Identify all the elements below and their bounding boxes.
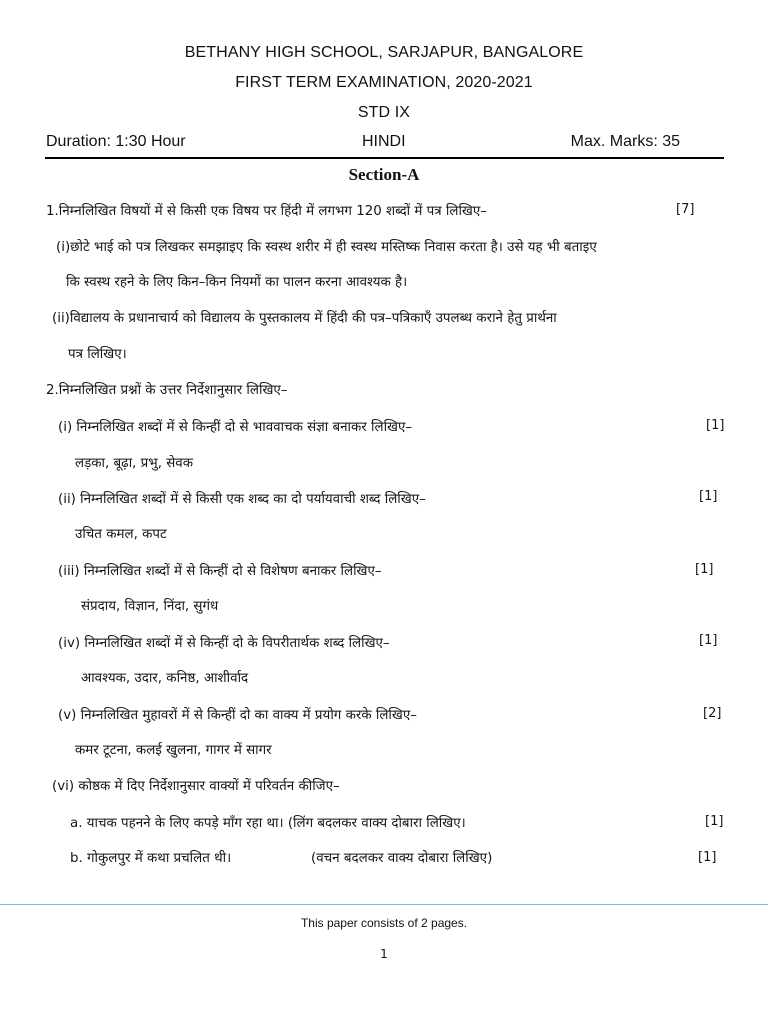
footer-divider: [0, 904, 768, 905]
page-number: 1: [380, 947, 388, 961]
q2-part-iv-words: आवश्यक, उदार, कनिष्ठ, आशीर्वाद: [81, 671, 249, 686]
q2-part-vi: (vi) कोष्ठक में दिए निर्देशानुसार वाक्यों में परिवर्तन कीजिए–: [52, 779, 340, 794]
q1-text: 1.निम्नलिखित विषयों में से किसी एक विषय पर हिंदी में लगभग 120 शब्दों में पत्र लिखिए–: [46, 204, 487, 219]
max-marks-label: Max. Marks: 35: [570, 133, 680, 150]
q2-part-vi-b-marks: [1]: [698, 850, 717, 865]
section-title: Section-A: [348, 165, 420, 184]
q2-part-ii: (ii) निम्नलिखित शब्दों में से किसी एक शब्द का दो पर्यायवाची शब्द लिखिए–: [58, 492, 426, 507]
q2-part-vi-a-marks: [1]: [705, 814, 724, 829]
q2-part-i-marks: [1]: [706, 418, 725, 433]
q2-part-v: (v) निम्नलिखित मुहावरों में से किन्हीं दो का वाक्य में प्रयोग करके लिखिए–: [58, 708, 417, 723]
q1-option-2-line-2: पत्र लिखिए।: [68, 347, 127, 362]
q2-part-i: (i) निम्नलिखित शब्दों में से किन्हीं दो से भाववाचक संज्ञा बनाकर लिखिए–: [58, 420, 413, 435]
standard-label: STD IX: [357, 104, 411, 121]
q2-part-ii-words: उचित कमल, कपट: [75, 527, 167, 542]
q1-option-1-line-1: (i)छोटे भाई को पत्र लिखकर समझाइए कि स्वस्थ शरीर में ही स्वस्थ मस्तिष्क निवास करता है। उसे यह भी बताइए: [56, 240, 597, 255]
header-divider: [45, 157, 724, 159]
q1-option-1-line-2: कि स्वस्थ रहने के लिए किन–किन नियमों का पालन करना आवश्यक है।: [66, 275, 408, 290]
q2-part-ii-marks: [1]: [699, 489, 718, 504]
duration-label: Duration: 1:30 Hour: [46, 133, 186, 150]
school-name: BETHANY HIGH SCHOOL, SARJAPUR, BANGALORE: [184, 44, 584, 61]
q2-text: 2.निम्नलिखित प्रश्नों के उत्तर निर्देशानुसार लिखिए–: [46, 383, 288, 398]
footer-note: This paper consists of 2 pages.: [300, 916, 468, 930]
q2-part-v-marks: [2]: [703, 706, 722, 721]
q1-marks: [7]: [676, 202, 695, 217]
q2-part-iii-words: संप्रदाय, विज्ञान, निंदा, सुगंध: [81, 599, 219, 614]
q1-option-2-line-1: (ii)विद्यालय के प्रधानाचार्य को विद्यालय के पुस्तकालय में हिंदी की पत्र–पत्रिकाएँ उपलब्ध कराने हेतु प्रार्थना: [52, 311, 557, 326]
q2-part-vi-a: a. याचक पहनने के लिए कपड़े माँग रहा था। (लिंग बदलकर वाक्य दोबारा लिखिए।: [70, 816, 466, 831]
q2-part-v-words: कमर टूटना, कलई खुलना, गागर में सागर: [75, 743, 272, 758]
exam-title: FIRST TERM EXAMINATION, 2020-2021: [235, 74, 533, 91]
q2-part-i-words: लड़का, बूढ़ा, प्रभु, सेवक: [75, 456, 194, 471]
q2-part-vi-b: b. गोकुलपुर में कथा प्रचलित थी।: [70, 851, 232, 866]
q2-part-iii: (iii) निम्नलिखित शब्दों में से किन्हीं दो से विशेषण बनाकर लिखिए–: [58, 564, 382, 579]
exam-meta-row: [46, 133, 724, 155]
q2-part-vi-b-instruction: (वचन बदलकर वाक्य दोबारा लिखिए): [311, 851, 493, 866]
q2-part-iv-marks: [1]: [699, 633, 718, 648]
subject-label: HINDI: [362, 133, 406, 150]
q2-part-iv: (iv) निम्नलिखित शब्दों में से किन्हीं दो के विपरीतार्थक शब्द लिखिए–: [58, 636, 390, 651]
q2-part-iii-marks: [1]: [695, 562, 714, 577]
